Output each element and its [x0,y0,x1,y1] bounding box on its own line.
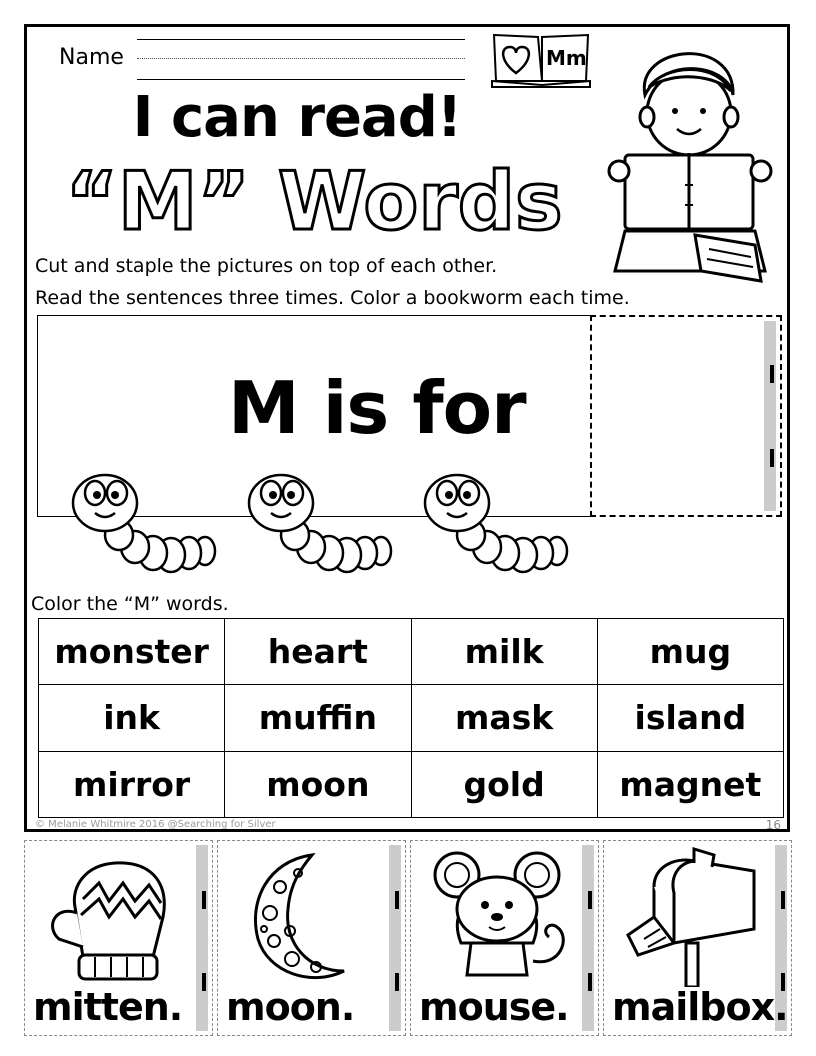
picture-cards [24,840,792,1036]
color-words-instruction: Color the “M” words. [31,593,229,615]
staple-strip [196,845,208,1031]
word-cell[interactable]: heart [225,619,411,685]
word-grid [38,618,784,818]
picture-flap[interactable] [590,315,782,517]
staple-mark [202,973,206,991]
staple-mark [588,973,592,991]
mitten-icon [35,847,195,987]
staple-mark [770,449,774,467]
staple-mark [395,891,399,909]
word-cell[interactable]: muffin [225,685,411,751]
mailbox-icon [614,847,774,987]
name-line-dotted[interactable] [137,58,465,59]
word-cell[interactable]: island [597,685,783,751]
staple-mark [770,365,774,383]
svg-text:Mm: Mm [546,46,587,70]
name-label: Name [59,45,124,70]
word-cell[interactable]: mirror [39,751,225,817]
bookworm-icon[interactable] [241,469,401,579]
mouse-icon [421,847,581,987]
staple-mark [588,891,592,909]
card-word: moon. [226,985,355,1029]
staple-mark [395,973,399,991]
table-row [39,685,784,751]
table-row [39,751,784,817]
staple-mark [202,891,206,909]
copyright-text: © Melanie Whitmire 2016 @Searching for Silver [35,819,276,830]
name-line-top [137,39,465,40]
sentence-m-is-for: M is for [228,366,526,450]
word-cell[interactable]: ink [39,685,225,751]
picture-card-mailbox[interactable] [603,840,792,1036]
moon-icon [228,847,388,987]
card-word: mailbox. [612,985,788,1029]
word-cell[interactable]: mug [597,619,783,685]
picture-card-mitten[interactable] [24,840,213,1036]
word-cell[interactable]: mask [411,685,597,751]
heart-book-icon [490,31,592,89]
bookworm-icon[interactable] [65,469,225,579]
picture-card-mouse[interactable] [410,840,599,1036]
name-line-bottom [137,79,465,80]
word-cell[interactable]: gold [411,751,597,817]
word-cell[interactable]: magnet [597,751,783,817]
staple-mark [781,891,785,909]
staple-strip [764,321,776,511]
card-word: mouse. [419,985,569,1029]
title-m-words: “M” Words [65,155,563,248]
card-word: mitten. [33,985,183,1029]
page-number: 16 [765,818,781,832]
word-cell[interactable]: milk [411,619,597,685]
picture-card-moon[interactable] [217,840,406,1036]
word-cell[interactable]: monster [39,619,225,685]
word-cell[interactable]: moon [225,751,411,817]
instruction-cut-staple: Cut and staple the pictures on top of each other. [35,255,498,277]
bookworm-icon[interactable] [417,469,577,579]
worksheet [24,24,790,832]
boy-reading-icon [605,35,775,285]
title-i-can-read: I can read! [132,85,462,150]
table-row [39,619,784,685]
instruction-read-sentences: Read the sentences three times. Color a bookworm each time. [35,287,630,309]
staple-strip [582,845,594,1031]
staple-strip [389,845,401,1031]
